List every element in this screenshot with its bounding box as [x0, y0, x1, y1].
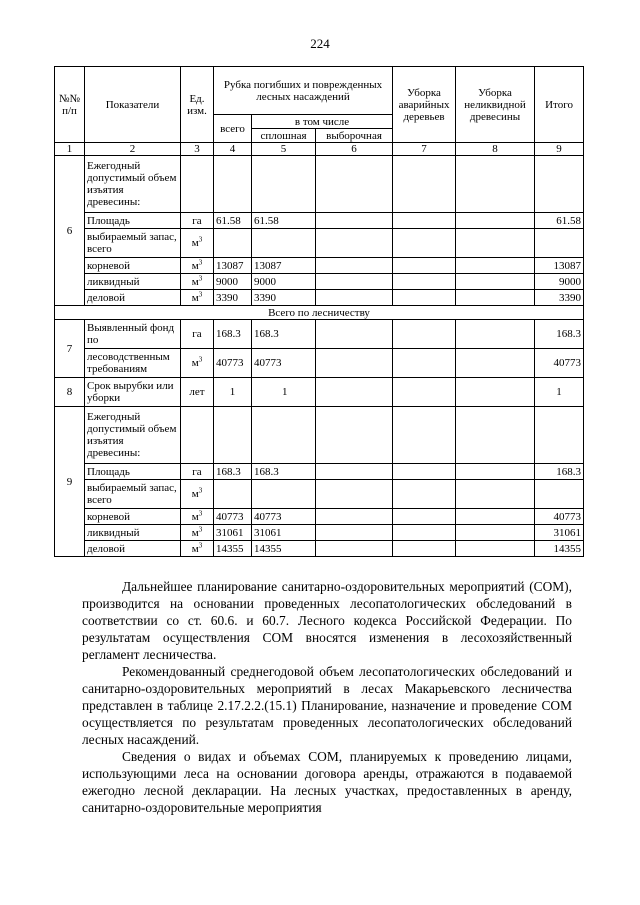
row-label: выбираемый запас, всего — [85, 480, 181, 509]
row-total: 40773 — [214, 349, 252, 378]
row-unit: $м^3$ — [181, 349, 214, 378]
row-unit: $м^3$ — [181, 541, 214, 557]
table-row — [55, 378, 584, 407]
row-label: Выявленный фонд по — [85, 320, 181, 349]
row-clear: 31061 — [252, 525, 316, 541]
body-text — [82, 578, 572, 816]
table-row — [55, 464, 584, 480]
row-final: 61.58 — [535, 213, 584, 229]
row-clear: 40773 — [252, 349, 316, 378]
row-label: корневой — [85, 258, 181, 274]
row-total: 14355 — [214, 541, 252, 557]
header-unit: Ед. изм. — [181, 67, 214, 143]
row-label: лесоводственным требованиям — [85, 349, 181, 378]
row-label: корневой — [85, 509, 181, 525]
col-number: 2 — [85, 143, 181, 156]
row-final: 9000 — [535, 274, 584, 290]
row-label: деловой — [85, 541, 181, 557]
row-final: 168.3 — [535, 464, 584, 480]
header-total: Итого — [535, 67, 584, 143]
row-clear: 1 — [252, 378, 316, 407]
row-clear: 3390 — [252, 290, 316, 306]
header-illiquid: Уборка неликвидной древесины — [456, 67, 535, 143]
row-final: 168.3 — [535, 320, 584, 349]
row-unit: $м^3$ — [181, 258, 214, 274]
row-label: ликвидный — [85, 525, 181, 541]
section-title: Всего по лесничеству — [55, 306, 584, 320]
row-final: 13087 — [535, 258, 584, 274]
table-row — [55, 349, 584, 378]
row-total: 3390 — [214, 290, 252, 306]
header-total-all: всего — [214, 115, 252, 143]
paragraph: Сведения о видах и объемах СОМ, планируемых к проведению лицами, использующими леса на основании договора аренды, отражаются в подаваемой ежегодно лесной декларации. На лесных участках, предоставленных в аренду, санитарно-оздоровительные мероприятия — [82, 749, 572, 815]
row-unit: $м^3$ — [181, 290, 214, 306]
row-final: 31061 — [535, 525, 584, 541]
row-total: 31061 — [214, 525, 252, 541]
col-number: 5 — [252, 143, 316, 156]
row-final: 3390 — [535, 290, 584, 306]
col-number: 8 — [456, 143, 535, 156]
row-label: деловой — [85, 290, 181, 306]
header-including: в том числе — [252, 115, 393, 129]
row-unit: $м^3$ — [181, 274, 214, 290]
header-emergency: Уборка аварийных деревьев — [393, 67, 456, 143]
row-label: Площадь — [85, 213, 181, 229]
header-selective: выборочная — [316, 129, 393, 143]
table-row — [55, 156, 584, 213]
row-label: выбираемый запас, всего — [85, 229, 181, 258]
row-label: Ежегодный допустимый объем изъятия древесины: — [85, 156, 181, 213]
row-final: 14355 — [535, 541, 584, 557]
col-number: 7 — [393, 143, 456, 156]
row-label: Площадь — [85, 464, 181, 480]
table-row — [55, 290, 584, 306]
page-number: 224 — [310, 36, 330, 51]
row-unit: га — [181, 464, 214, 480]
row-unit: га — [181, 213, 214, 229]
col-number: 4 — [214, 143, 252, 156]
table-row — [55, 525, 584, 541]
row-clear: 168.3 — [252, 464, 316, 480]
col-number: 3 — [181, 143, 214, 156]
table-row — [55, 320, 584, 349]
table-row — [55, 509, 584, 525]
row-final: 40773 — [535, 349, 584, 378]
row-label: ликвидный — [85, 274, 181, 290]
row-total: 13087 — [214, 258, 252, 274]
row-unit: $м^3$ — [181, 229, 214, 258]
row-clear: 168.3 — [252, 320, 316, 349]
col-number: 1 — [55, 143, 85, 156]
table-row — [55, 480, 584, 509]
row-label: Срок вырубки или уборки — [85, 378, 181, 407]
header-indicators: Показатели — [85, 67, 181, 143]
header-clear: сплошная — [252, 129, 316, 143]
row-num: 8 — [55, 378, 85, 407]
row-final: 40773 — [535, 509, 584, 525]
forest-cutting-table — [54, 66, 584, 557]
row-label: Ежегодный допустимый объем изъятия древесины: — [85, 407, 181, 464]
row-total: 168.3 — [214, 320, 252, 349]
row-unit: $м^3$ — [181, 525, 214, 541]
row-unit: $м^3$ — [181, 480, 214, 509]
row-unit: га — [181, 320, 214, 349]
row-clear: 13087 — [252, 258, 316, 274]
row-num: 7 — [55, 320, 85, 378]
column-numbers-row — [55, 143, 584, 156]
row-clear: 40773 — [252, 509, 316, 525]
col-number: 6 — [316, 143, 393, 156]
row-unit: $м^3$ — [181, 509, 214, 525]
col-number: 9 — [535, 143, 584, 156]
row-clear: 61.58 — [252, 213, 316, 229]
row-total: 9000 — [214, 274, 252, 290]
table-row — [55, 213, 584, 229]
table-row — [55, 229, 584, 258]
row-num: 9 — [55, 407, 85, 557]
row-num: 6 — [55, 156, 85, 306]
paragraph: Рекомендованный среднегодовой объем лесопатологических обследований и санитарно-оздоровительных мероприятий в лесах Макарьевского лесничества представлен в таблице 2.17.2.2.(15.1) Планирование, назначение и проведение СОМ осуществляется по результатам проведенных лесопатологических обследований лесных насаждений. — [82, 664, 572, 747]
row-unit: лет — [181, 378, 214, 407]
row-total: 1 — [214, 378, 252, 407]
row-total: 61.58 — [214, 213, 252, 229]
table-row — [55, 407, 584, 464]
header-num: №№ п/п — [55, 67, 85, 143]
table-row — [55, 274, 584, 290]
row-clear: 14355 — [252, 541, 316, 557]
row-final: 1 — [535, 378, 584, 407]
row-clear: 9000 — [252, 274, 316, 290]
row-total: 168.3 — [214, 464, 252, 480]
paragraph: Дальнейшее планирование санитарно-оздоровительных мероприятий (СОМ), производится на основании проведенных лесопатологических обследований в соответствии со ст. 60.6. и 60.7. Лесного кодекса Российской Федерации. По результатам осуществления СОМ вносятся изменения в лесохозяйственный регламент лесничества. — [82, 579, 572, 662]
table-row — [55, 541, 584, 557]
header-cutting: Рубка погибших и поврежденных лесных насаждений — [214, 67, 393, 115]
row-total: 40773 — [214, 509, 252, 525]
table-row — [55, 258, 584, 274]
